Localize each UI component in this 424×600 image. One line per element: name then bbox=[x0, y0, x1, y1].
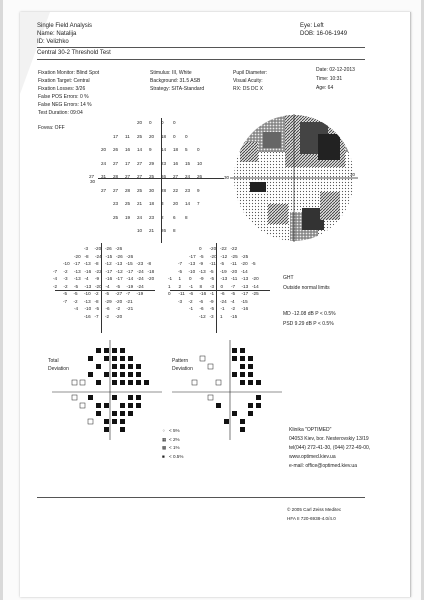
total-value: -5 bbox=[95, 306, 100, 311]
pattern-value: -1 bbox=[189, 306, 194, 311]
threshold-value: 0 bbox=[149, 120, 152, 125]
threshold-value: 8 bbox=[185, 214, 188, 220]
threshold-value: 18 bbox=[173, 147, 179, 152]
threshold-value: 26 bbox=[197, 174, 203, 179]
threshold-value: 25 bbox=[113, 214, 119, 220]
total-value: -24 bbox=[137, 276, 144, 281]
total-value: -29 bbox=[105, 298, 112, 304]
test-name: Central 30-2 Threshold Test bbox=[37, 50, 111, 56]
legend-label: < 5% bbox=[169, 428, 180, 433]
total-value: -18 bbox=[147, 268, 155, 274]
pattern-value: -10 bbox=[188, 268, 196, 274]
threshold-value: 25 bbox=[137, 187, 143, 193]
pattern-value: -24 bbox=[220, 298, 227, 304]
threshold-value: 20 bbox=[101, 147, 107, 152]
strategy: Strategy: SITA-Standard bbox=[150, 86, 205, 92]
fovea-status: Fovea: OFF bbox=[38, 125, 65, 131]
threshold-value: 15 bbox=[185, 160, 191, 166]
false-pos-errors: False POS Errors: 0 % bbox=[38, 94, 89, 100]
threshold-value: 26 bbox=[161, 174, 167, 179]
threshold-value: 18 bbox=[161, 133, 167, 139]
total-value: -2 bbox=[53, 283, 58, 289]
pattern-value: -13 bbox=[241, 283, 249, 289]
total-value: -20 bbox=[147, 276, 155, 281]
grayscale-axis-label: 30 bbox=[350, 172, 356, 177]
threshold-value: 19 bbox=[125, 214, 131, 220]
header-rule-top bbox=[37, 47, 365, 48]
pattern-value: -11 bbox=[230, 261, 237, 266]
pattern-value: -25 bbox=[241, 253, 249, 259]
pattern-value: -6 bbox=[189, 291, 194, 296]
threshold-value: 25 bbox=[137, 133, 143, 139]
threshold-values bbox=[89, 120, 209, 242]
total-value: -6 bbox=[105, 306, 110, 311]
total-value: -13 bbox=[74, 268, 81, 274]
threshold-value: 20 bbox=[173, 201, 179, 206]
total-value: -5 bbox=[63, 291, 68, 296]
pattern-value: -5 bbox=[199, 253, 204, 259]
threshold-value: 27 bbox=[101, 187, 107, 193]
threshold-value: 24 bbox=[185, 174, 191, 179]
pattern-value: -16 bbox=[199, 291, 207, 296]
total-value: -2 bbox=[116, 306, 121, 311]
pattern-value: -4 bbox=[230, 298, 235, 304]
total-value: -13 bbox=[84, 283, 92, 289]
pupil-diameter: Pupil Diameter: bbox=[233, 70, 268, 76]
total-value: -3 bbox=[63, 276, 68, 281]
threshold-value: 26 bbox=[161, 228, 167, 233]
total-value: -24 bbox=[137, 283, 144, 289]
total-value: -7 bbox=[63, 298, 68, 304]
legend-label: < 0.5% bbox=[169, 453, 184, 459]
pattern-value: -1 bbox=[168, 276, 173, 281]
total-value: -21 bbox=[126, 306, 134, 311]
threshold-value: 17 bbox=[113, 133, 119, 139]
total-value: -2 bbox=[63, 283, 68, 289]
threshold-value: 23 bbox=[149, 214, 155, 220]
legend-dots-icon: ⁘ bbox=[162, 428, 166, 433]
total-value: -13 bbox=[115, 261, 123, 266]
pattern-value: -12 bbox=[199, 313, 206, 319]
patient-name: Name: Natalija bbox=[37, 31, 77, 37]
total-value: -10 bbox=[84, 306, 92, 311]
threshold-value: 11 bbox=[125, 133, 130, 139]
pattern-value: -5 bbox=[209, 268, 214, 274]
fixation-target: Fixation Target: Central bbox=[38, 78, 90, 84]
total-value: -5 bbox=[116, 283, 121, 289]
clinic-email: e-mail: office@optimed.kiev.ua bbox=[289, 463, 357, 469]
threshold-value: 26 bbox=[113, 147, 119, 152]
total-value: -5 bbox=[73, 291, 78, 296]
threshold-value: 27 bbox=[89, 174, 95, 179]
visual-acuity: Visual Acuity: bbox=[233, 78, 263, 84]
total-value: -4 bbox=[84, 276, 89, 281]
pattern-value: -20 bbox=[210, 253, 217, 259]
fixation-monitor: Fixation Monitor: Blind Spot bbox=[38, 70, 100, 76]
total-value: -5 bbox=[105, 291, 110, 296]
pattern-value: -14 bbox=[252, 283, 259, 289]
pattern-value: -6 bbox=[199, 306, 204, 311]
ght-label: GHT bbox=[283, 275, 294, 281]
false-neg-errors: False NEG Errors: 14 % bbox=[38, 102, 92, 108]
scan-edge-left bbox=[0, 0, 3, 600]
axis-label-right: 30 bbox=[224, 175, 230, 180]
pattern-value: -13 bbox=[188, 261, 196, 266]
total-value: -4 bbox=[105, 283, 110, 289]
pattern-value: -11 bbox=[178, 291, 185, 296]
copyright: © 2005 Carl Zeiss Meditec bbox=[287, 507, 342, 512]
pattern-value: -9 bbox=[209, 298, 214, 304]
pattern-value: -19 bbox=[220, 268, 227, 274]
total-value: -2 bbox=[94, 291, 99, 296]
total-value: -15 bbox=[126, 261, 133, 266]
threshold-value: 14 bbox=[161, 147, 167, 152]
pattern-value: 0 bbox=[189, 276, 192, 281]
exam-time: Time: 10:31 bbox=[316, 76, 343, 82]
pattern-value: -1 bbox=[220, 306, 225, 311]
threshold-value: 14 bbox=[137, 147, 143, 152]
md-index: MD -12.08 dB P < 0.5% bbox=[283, 311, 336, 317]
threshold-value: 28 bbox=[125, 187, 131, 193]
threshold-value: 24 bbox=[137, 214, 143, 220]
pattern-value: -25 bbox=[252, 291, 259, 296]
threshold-value: 0 bbox=[173, 133, 176, 139]
pattern-value: -16 bbox=[241, 306, 249, 311]
threshold-value: 9 bbox=[197, 187, 200, 193]
pattern-value: -9 bbox=[199, 276, 204, 281]
total-value: -4 bbox=[74, 306, 79, 311]
threshold-value: 23 bbox=[161, 160, 167, 166]
clinic-website: www.optimed.kiev.ua bbox=[289, 454, 336, 460]
threshold-value: 27 bbox=[137, 160, 143, 166]
pattern-deviation-label-2: Deviation bbox=[172, 366, 193, 372]
total-value: -8 bbox=[94, 261, 99, 266]
legend-black-square-icon: ■ bbox=[162, 453, 165, 459]
header-rule-bottom bbox=[37, 59, 365, 60]
threshold-value: 7 bbox=[197, 201, 200, 206]
total-value: -20 bbox=[94, 246, 102, 251]
pattern-deviation-values bbox=[168, 246, 263, 321]
pattern-value: -22 bbox=[230, 246, 238, 251]
pattern-value: -20 bbox=[252, 276, 259, 281]
ght-result: Outside normal limits bbox=[283, 285, 330, 291]
pattern-value: 1 bbox=[178, 276, 182, 281]
pattern-value: -13 bbox=[199, 268, 206, 274]
total-value: -14 bbox=[126, 276, 134, 281]
device-model: HFA II 720-6938-4.0/4.0 bbox=[287, 516, 336, 521]
report-title: Single Field Analysis bbox=[37, 23, 93, 29]
total-value: -20 bbox=[115, 298, 123, 304]
total-value: -27 bbox=[115, 291, 123, 296]
total-value: -19 bbox=[126, 283, 134, 289]
total-value: -8 bbox=[84, 253, 89, 259]
pattern-value: -22 bbox=[220, 246, 227, 251]
threshold-value: 25 bbox=[149, 174, 155, 179]
threshold-value: 23 bbox=[113, 201, 119, 206]
pattern-deviation-probability-plot bbox=[172, 340, 282, 440]
pattern-value: -2 bbox=[231, 306, 236, 311]
patient-age: Age: 64 bbox=[316, 85, 334, 91]
pattern-value: 1 bbox=[220, 313, 223, 319]
pattern-value: 2 bbox=[178, 283, 182, 289]
pattern-value: -5 bbox=[220, 261, 225, 266]
total-value: -12 bbox=[116, 268, 123, 274]
pattern-value: -12 bbox=[220, 253, 228, 259]
pattern-value: -17 bbox=[241, 291, 249, 296]
threshold-value: 29 bbox=[149, 160, 155, 166]
pattern-value: -20 bbox=[241, 261, 248, 266]
total-value: -20 bbox=[95, 283, 102, 289]
total-value: -26 bbox=[126, 253, 134, 259]
total-value: -13 bbox=[84, 261, 91, 266]
threshold-value: 17 bbox=[125, 160, 131, 166]
threshold-value: 27 bbox=[137, 174, 143, 179]
total-value: -2 bbox=[105, 313, 110, 319]
threshold-value: 0 bbox=[173, 120, 176, 125]
clinic-phone: tel(044) 272-41-30, (044) 272-49-00, bbox=[289, 445, 371, 451]
total-value: -10 bbox=[84, 291, 91, 296]
threshold-value: 14 bbox=[185, 201, 191, 206]
total-value: -13 bbox=[84, 298, 91, 304]
pattern-value: -7 bbox=[178, 261, 183, 266]
patient-dob: DOB: 16-06-1949 bbox=[300, 31, 348, 37]
total-value: -3 bbox=[84, 246, 89, 251]
total-value: -13 bbox=[74, 276, 81, 281]
total-value: -8 bbox=[94, 298, 99, 304]
pattern-value: 0 bbox=[199, 246, 202, 251]
total-value: -15 bbox=[105, 253, 113, 259]
threshold-value: 0 bbox=[185, 133, 188, 139]
pattern-value: -5 bbox=[231, 291, 236, 296]
test-duration: Test Duration: 09:04 bbox=[38, 110, 83, 116]
total-value: -12 bbox=[105, 261, 112, 266]
total-value: -16 bbox=[105, 276, 113, 281]
pattern-value: -1 bbox=[189, 283, 194, 289]
total-value: -8 bbox=[147, 261, 152, 266]
total-deviation-label-1: Total bbox=[48, 358, 59, 364]
pattern-value: -17 bbox=[189, 253, 196, 259]
pattern-value: -11 bbox=[209, 261, 216, 266]
pattern-value: -14 bbox=[241, 268, 248, 274]
total-value: -5 bbox=[74, 283, 79, 289]
total-value: -22 bbox=[95, 268, 102, 274]
threshold-value: 2 bbox=[161, 214, 164, 220]
threshold-value: 28 bbox=[113, 174, 119, 179]
threshold-value: 16 bbox=[125, 147, 131, 152]
footer-rule bbox=[37, 497, 365, 498]
pattern-value: -6 bbox=[220, 291, 225, 296]
pattern-value: -6 bbox=[199, 298, 204, 304]
pattern-value: -9 bbox=[199, 261, 204, 266]
pattern-value: -5 bbox=[210, 276, 215, 281]
pattern-value: -1 bbox=[210, 291, 215, 296]
pattern-value: -2 bbox=[188, 298, 193, 304]
threshold-value: 6 bbox=[173, 214, 176, 220]
total-value: -10 bbox=[63, 261, 70, 266]
pattern-value: -25 bbox=[231, 253, 238, 259]
total-value: -7 bbox=[126, 291, 131, 296]
total-value: -16 bbox=[84, 268, 92, 274]
threshold-value: 8 bbox=[173, 228, 176, 233]
pattern-value: -5 bbox=[178, 268, 183, 274]
total-value: -24 bbox=[95, 253, 102, 259]
total-value: -20 bbox=[115, 313, 123, 319]
clinic-name: Klinika "OPTIMED" bbox=[289, 427, 332, 433]
threshold-value: 27 bbox=[125, 174, 131, 179]
total-value: -9 bbox=[95, 276, 100, 281]
threshold-value: 10 bbox=[137, 228, 143, 233]
total-value: -7 bbox=[94, 313, 99, 319]
total-value: -26 bbox=[105, 246, 112, 251]
total-value: -2 bbox=[73, 298, 78, 304]
threshold-value: 0 bbox=[161, 120, 164, 125]
pattern-value: -11 bbox=[231, 276, 238, 281]
pattern-value: -3 bbox=[210, 283, 215, 289]
grayscale-plot bbox=[230, 112, 358, 244]
patient-id: ID: Velizhko bbox=[37, 39, 69, 45]
threshold-value: 20 bbox=[137, 120, 143, 125]
threshold-value: 27 bbox=[113, 160, 119, 166]
background: Background: 31.5 ASB bbox=[150, 78, 201, 84]
threshold-value: 3 bbox=[161, 201, 164, 206]
psd-index: PSD 9.29 dB P < 0.5% bbox=[283, 321, 334, 327]
pattern-value: -13 bbox=[241, 276, 249, 281]
pattern-value: -3 bbox=[209, 313, 214, 319]
total-value: -20 bbox=[74, 253, 81, 259]
legend-label: < 2% bbox=[169, 436, 180, 442]
total-value: -7 bbox=[53, 268, 58, 274]
threshold-value: 5 bbox=[185, 147, 188, 152]
total-value: -19 bbox=[136, 291, 144, 296]
threshold-value: 31 bbox=[101, 174, 107, 179]
legend-hatch-icon: ▩ bbox=[162, 445, 167, 450]
pattern-value: -15 bbox=[241, 298, 248, 304]
pattern-value: -13 bbox=[220, 276, 228, 281]
fixation-losses: Fixation Losses: 3/26 bbox=[38, 86, 86, 92]
legend-label: < 1% bbox=[169, 445, 180, 450]
threshold-value: 25 bbox=[125, 201, 131, 206]
pattern-value: -20 bbox=[230, 268, 238, 274]
total-value: -16 bbox=[84, 313, 91, 319]
threshold-value: 21 bbox=[137, 201, 143, 206]
exam-date: Date: 02-12-2013 bbox=[316, 67, 355, 73]
total-deviation-label-2: Deviation bbox=[48, 366, 69, 372]
total-value: -17 bbox=[116, 276, 123, 281]
total-value: -4 bbox=[53, 276, 58, 281]
clinic-address: 04053 Kiev, bor. Nesterovskiy 13/19 bbox=[289, 436, 369, 442]
threshold-value: 21 bbox=[149, 228, 155, 233]
pattern-value: 0 bbox=[168, 291, 171, 296]
pattern-value: 0 bbox=[220, 283, 224, 289]
pattern-deviation-label-1: Pattern bbox=[172, 358, 189, 364]
threshold-value: 0 bbox=[197, 147, 200, 152]
threshold-value: 9 bbox=[149, 147, 152, 152]
total-value: -26 bbox=[115, 246, 123, 251]
pattern-value: 1 bbox=[168, 283, 171, 289]
total-value: -2 bbox=[63, 268, 68, 274]
threshold-value: 18 bbox=[149, 201, 155, 206]
total-value: -17 bbox=[126, 268, 134, 274]
threshold-value: 27 bbox=[113, 187, 119, 193]
total-value: -17 bbox=[73, 261, 81, 266]
pattern-value: -5 bbox=[251, 261, 256, 266]
eye-label: Eye: Left bbox=[300, 23, 324, 29]
total-deviation-probability-plot bbox=[52, 340, 162, 440]
axis-label-left: 30 bbox=[90, 179, 96, 184]
threshold-value: 24 bbox=[101, 160, 107, 166]
pattern-value: -15 bbox=[230, 313, 238, 319]
total-deviation-values bbox=[53, 246, 158, 321]
threshold-value: 30 bbox=[149, 187, 155, 193]
total-value: -23 bbox=[136, 261, 144, 266]
probability-legend bbox=[162, 428, 183, 462]
legend-grid-icon: ▦ bbox=[162, 436, 167, 442]
threshold-value: 27 bbox=[173, 174, 179, 179]
threshold-value: 16 bbox=[173, 160, 179, 166]
pattern-value: 8 bbox=[199, 283, 203, 289]
threshold-value: 20 bbox=[149, 133, 155, 139]
pattern-value: -5 bbox=[210, 306, 215, 311]
total-value: -21 bbox=[126, 298, 133, 304]
pattern-value: -7 bbox=[231, 283, 236, 289]
threshold-value: 23 bbox=[185, 187, 191, 193]
pattern-value: -20 bbox=[209, 246, 217, 251]
total-value: -17 bbox=[105, 268, 113, 274]
threshold-value: 10 bbox=[197, 160, 203, 166]
threshold-value: 28 bbox=[161, 187, 167, 193]
threshold-value: 22 bbox=[173, 187, 179, 193]
total-value: -24 bbox=[137, 268, 144, 274]
rx: RX: DS DC X bbox=[233, 86, 264, 92]
pattern-value: -3 bbox=[178, 298, 183, 304]
total-value: -26 bbox=[116, 253, 123, 259]
stimulus: Stimulus: III, White bbox=[150, 70, 192, 76]
